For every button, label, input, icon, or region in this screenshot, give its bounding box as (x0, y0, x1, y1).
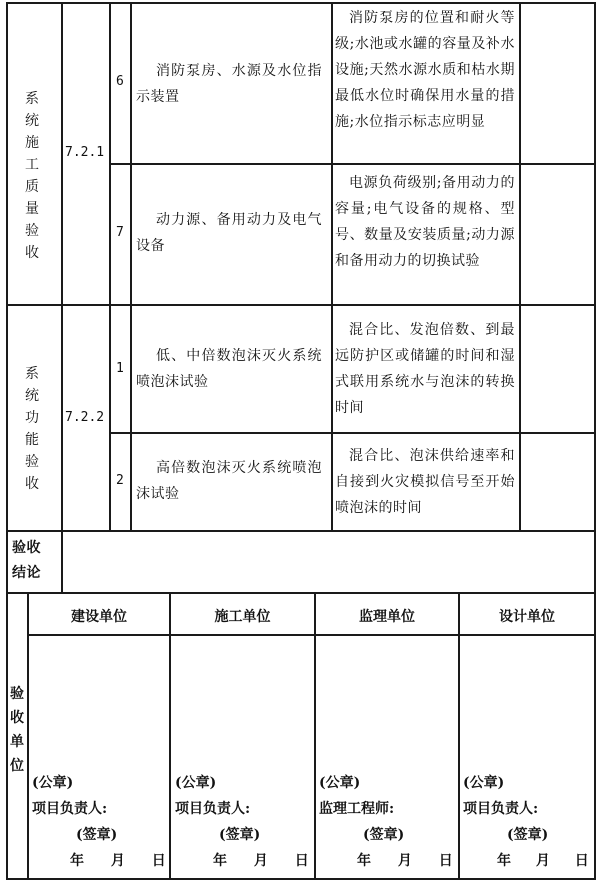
rule-bottom (6, 878, 595, 880)
item-1-number: 1 (116, 361, 124, 376)
rule-units-label (27, 592, 29, 880)
responsible-person: 监理工程师: (319, 801, 395, 817)
conclusion-label: 验收结论 (12, 540, 41, 581)
item-7-name: 动力源、备用动力及电气设备 (136, 212, 322, 254)
rule-section1-bottom (6, 304, 595, 306)
rule-after-clause (109, 2, 111, 532)
rule-after-name (331, 2, 333, 532)
item-6-number: 6 (116, 74, 124, 89)
function-category (22, 363, 42, 495)
signature-seal: (签章) (363, 827, 405, 843)
rule-units-header-bottom (27, 634, 595, 636)
unit-header-supervision: 监理单位 (359, 609, 415, 625)
rule-conclusion-bottom (6, 592, 595, 594)
sign-date: 年 月 日 (213, 853, 309, 869)
rule-after-category (61, 2, 63, 594)
responsible-person: 项目负责人: (463, 801, 539, 817)
rule-section2-bottom (6, 530, 595, 532)
unit-signoff-design (463, 770, 591, 874)
unit-signoff-construction (32, 770, 166, 874)
unit-signoff-contractor (175, 770, 311, 874)
unit-header-contractor: 施工单位 (214, 609, 271, 625)
item-2-name: 高倍数泡沫灭火系统喷泡沫试验 (136, 460, 322, 502)
official-seal: (公章) (463, 775, 505, 791)
function-clause: 7.2.2 (65, 410, 105, 425)
units-label (7, 682, 27, 778)
rule-after-content (519, 2, 521, 532)
official-seal: (公章) (32, 775, 74, 791)
rule-top (6, 2, 595, 4)
unit-header-construction: 建设单位 (71, 609, 127, 625)
rule-after-no (130, 2, 132, 532)
sign-date: 年 月 日 (497, 853, 589, 869)
rule-row1-bottom (109, 432, 595, 434)
signature-seal: (签章) (76, 827, 118, 843)
responsible-person: 项目负责人: (32, 801, 108, 817)
item-2-content: 混合比、泡沫供给速率和自接到火灾模拟信号至开始喷泡沫的时间 (335, 448, 515, 516)
construction-category (22, 88, 42, 264)
rule-units-col4 (458, 592, 460, 880)
unit-header-design: 设计单位 (499, 609, 555, 625)
item-7-number: 7 (116, 225, 124, 240)
unit-signoff-supervision (319, 770, 455, 874)
item-2-number: 2 (116, 473, 124, 488)
official-seal: (公章) (175, 775, 217, 791)
construction-category-text: 系统施工质量验收 (25, 91, 39, 261)
item-1-name: 低、中倍数泡沫灭火系统喷泡沫试验 (136, 348, 322, 390)
signature-seal: (签章) (507, 827, 549, 843)
function-category-text: 系统功能验收 (25, 366, 39, 492)
official-seal: (公章) (319, 775, 361, 791)
rule-row6-bottom (109, 163, 595, 165)
sign-date: 年 月 日 (357, 853, 453, 869)
item-6-name: 消防泵房、水源及水位指示装置 (136, 63, 322, 105)
units-label-text: 验收单位 (10, 686, 24, 774)
rule-units-col2 (169, 592, 171, 880)
responsible-person: 项目负责人: (175, 801, 251, 817)
sign-date: 年 月 日 (70, 853, 166, 869)
rule-right (594, 2, 596, 880)
signature-seal: (签章) (219, 827, 261, 843)
rule-units-col3 (314, 592, 316, 880)
item-7-content: 电源负荷级别;备用动力的容量;电气设备的规格、型号、数量及安装质量;动力源和备用动力的切换试验 (335, 175, 515, 269)
item-6-content: 消防泵房的位置和耐火等级;水池或水罐的容量及补水设施;天然水源水质和枯水期最低水位时确保用水量的措施;水位指示标志应明显 (335, 10, 515, 130)
construction-clause: 7.2.1 (65, 145, 105, 160)
item-1-content: 混合比、发泡倍数、到最远防护区或储罐的时间和湿式联用系统水与泡沫的转换时间 (335, 322, 515, 416)
